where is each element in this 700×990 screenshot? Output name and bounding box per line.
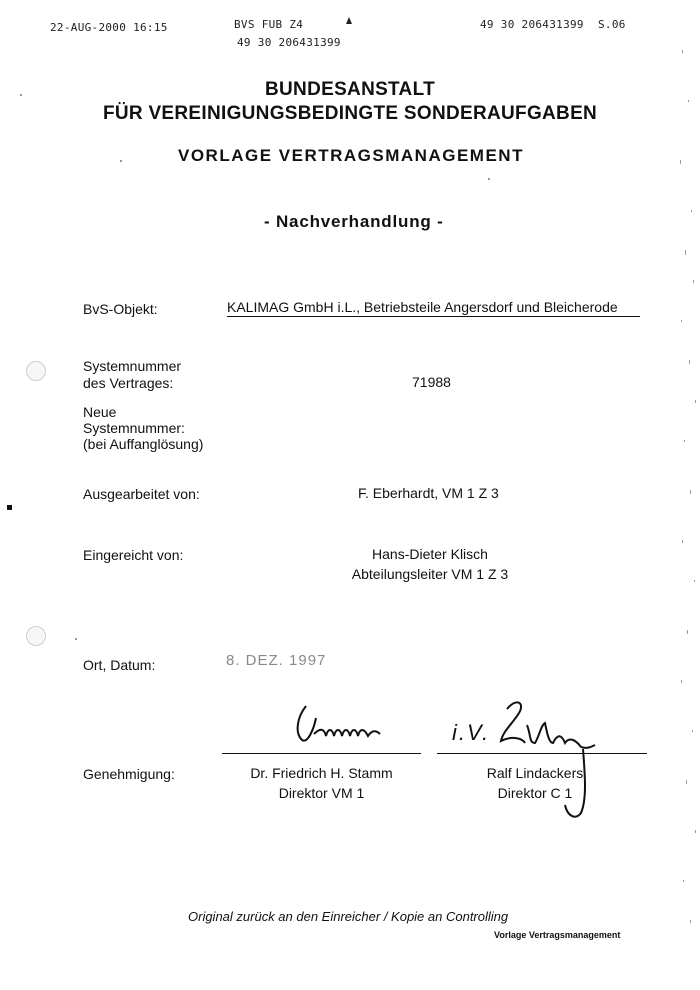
fax-marker	[346, 17, 352, 24]
scan-speck	[488, 178, 490, 180]
systemnummer-value: 71988	[412, 374, 451, 390]
ort-datum-label: Ort, Datum:	[83, 657, 156, 673]
objekt-label: BvS-Objekt:	[83, 301, 158, 317]
margin-mark	[7, 505, 12, 510]
ausgearbeitet-value: F. Eberhardt, VM 1 Z 3	[358, 485, 499, 501]
scan-speck	[120, 160, 122, 162]
neue-systemnummer-label-line2: Systemnummer:	[83, 420, 185, 436]
signature-iv-prefix: i.V.	[452, 720, 491, 745]
scan-noise-edge	[660, 40, 700, 940]
systemnummer-label-line1: Systemnummer	[83, 358, 182, 374]
signature-line-2	[437, 753, 647, 754]
date-stamp: 8. DEZ. 1997	[226, 652, 327, 669]
fax-recipient-number: 49 30 206431399	[480, 18, 584, 31]
neue-systemnummer-label-line1: Neue	[83, 404, 117, 420]
signature-line-1	[222, 753, 421, 754]
punch-hole-top	[26, 361, 46, 381]
routing-note: Original zurück an den Einreicher / Kopie an Controlling	[188, 909, 509, 924]
document-subtitle: - Nachverhandlung -	[264, 212, 444, 231]
signer2-name: Ralf Lindackers	[486, 765, 584, 781]
fax-sender-number: 49 30 206431399	[237, 36, 341, 49]
signer1-role: Direktor VM 1	[278, 785, 365, 801]
document-type-title: VORLAGE VERTRAGSMANAGEMENT	[178, 146, 524, 165]
objekt-underline	[227, 316, 640, 317]
org-name-line2: FÜR VEREINIGUNGSBEDINGTE SONDERAUFGABEN	[102, 103, 598, 124]
fax-date-time: 22-AUG-2000 16:15	[50, 21, 168, 34]
fax-page-number: S.06	[598, 18, 626, 31]
eingereicht-name: Hans-Dieter Klisch	[372, 546, 488, 562]
objekt-value: KALIMAG GmbH i.L., Betriebsteile Angersdorf und Bleicherode	[227, 299, 618, 315]
form-name: Vorlage Vertragsmanagement	[494, 930, 621, 940]
genehmigung-label: Genehmigung:	[83, 766, 175, 782]
fax-sender-id: BVS FUB Z4	[234, 18, 304, 31]
org-name-line1: BUNDESANSTALT	[265, 79, 435, 100]
signer1-name: Dr. Friedrich H. Stamm	[250, 765, 393, 781]
systemnummer-label-line2: des Vertrages:	[83, 375, 174, 391]
neue-systemnummer-label-line3: (bei Auffanglösung)	[83, 436, 204, 452]
scan-speck	[75, 638, 77, 640]
punch-hole-bottom	[26, 626, 46, 646]
eingereicht-role: Abteilungsleiter VM 1 Z 3	[351, 566, 509, 582]
signature-lindackers	[495, 695, 600, 825]
signature-stamm	[290, 698, 400, 748]
signer2-role: Direktor C 1	[497, 785, 573, 801]
ausgearbeitet-label: Ausgearbeitet von:	[83, 486, 200, 502]
eingereicht-label: Eingereicht von:	[83, 547, 184, 563]
